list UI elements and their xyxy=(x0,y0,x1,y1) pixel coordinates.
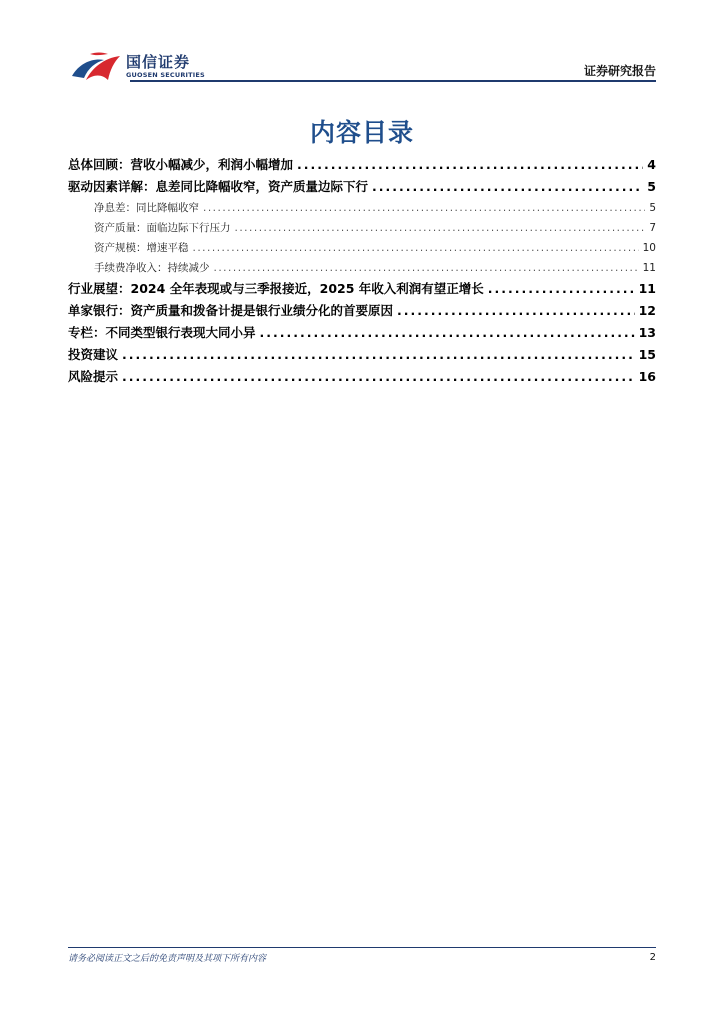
toc-entry-page: 13 xyxy=(638,325,656,340)
toc-entry-text: 总体回顾：营收小幅减少，利润小幅增加 xyxy=(68,157,294,172)
toc-leader-dots xyxy=(235,218,646,238)
toc-leader-dots xyxy=(214,258,639,278)
toc-entry-text: 行业展望：2024 全年表现或与三季报接近，2025 年收入利润有望正增长 xyxy=(68,281,484,296)
toc-entry-page: 12 xyxy=(638,303,656,318)
page-number: 2 xyxy=(649,952,656,963)
toc-entry-page: 7 xyxy=(649,222,656,234)
footer-divider xyxy=(68,947,656,948)
toc-leader-dots xyxy=(203,198,645,218)
toc-entry-page: 16 xyxy=(638,369,656,384)
toc-entry-page: 5 xyxy=(649,202,656,214)
guosen-logo-mark-icon xyxy=(70,50,122,82)
toc-entry-page: 10 xyxy=(642,242,656,254)
toc-entry-text: 风险提示 xyxy=(68,369,119,384)
toc-entry-page: 5 xyxy=(647,179,656,194)
toc-entry[interactable] xyxy=(68,322,656,344)
toc-entry-text: 资产质量：面临边际下行压力 xyxy=(94,222,231,234)
toc-leader-dots xyxy=(193,238,639,258)
guosen-logo xyxy=(70,50,220,82)
toc-leader-dots xyxy=(122,366,635,388)
toc-entry-page: 11 xyxy=(642,262,656,274)
toc-entry-page: 4 xyxy=(647,157,656,172)
toc-leader-dots xyxy=(488,278,635,300)
footer-disclaimer: 请务必阅读正文之后的免责声明及其项下所有内容 xyxy=(68,954,267,964)
toc-entry-page: 15 xyxy=(638,347,656,362)
toc-entry[interactable] xyxy=(68,278,656,300)
toc-subentry[interactable] xyxy=(68,218,656,238)
toc-entry-text: 手续费净收入：持续减少 xyxy=(94,262,210,274)
toc-entry[interactable] xyxy=(68,366,656,388)
table-of-contents xyxy=(68,154,656,388)
toc-entry-text: 专栏：不同类型银行表现大同小异 xyxy=(68,325,256,340)
toc-leader-dots xyxy=(372,176,643,198)
toc-subentry[interactable] xyxy=(68,258,656,278)
toc-leader-dots xyxy=(397,300,635,322)
logo-chinese-name: 国信证券 xyxy=(126,53,191,71)
toc-entry[interactable] xyxy=(68,344,656,366)
page-header xyxy=(0,0,724,90)
toc-entry-text: 驱动因素详解：息差同比降幅收窄，资产质量边际下行 xyxy=(68,179,369,194)
toc-subentry[interactable] xyxy=(68,198,656,218)
toc-leader-dots xyxy=(260,322,635,344)
toc-entry-text: 净息差：同比降幅收窄 xyxy=(94,202,199,214)
toc-entry-text: 投资建议 xyxy=(68,347,119,362)
toc-entry-text: 单家银行：资产质量和拨备计提是银行业绩分化的首要原因 xyxy=(68,303,394,318)
toc-entry-text: 资产规模：增速平稳 xyxy=(94,242,189,254)
toc-subentry[interactable] xyxy=(68,238,656,258)
header-divider xyxy=(130,80,656,82)
toc-entry[interactable] xyxy=(68,154,656,176)
report-type-label: 证券研究报告 xyxy=(583,64,656,78)
page-title: 内容目录 xyxy=(309,118,414,147)
toc-entry[interactable] xyxy=(68,176,656,198)
toc-entry[interactable] xyxy=(68,300,656,322)
logo-english-name: GUOSEN SECURITIES xyxy=(126,71,205,79)
toc-entry-page: 11 xyxy=(638,281,656,296)
toc-leader-dots xyxy=(122,344,635,366)
toc-leader-dots xyxy=(297,154,643,176)
